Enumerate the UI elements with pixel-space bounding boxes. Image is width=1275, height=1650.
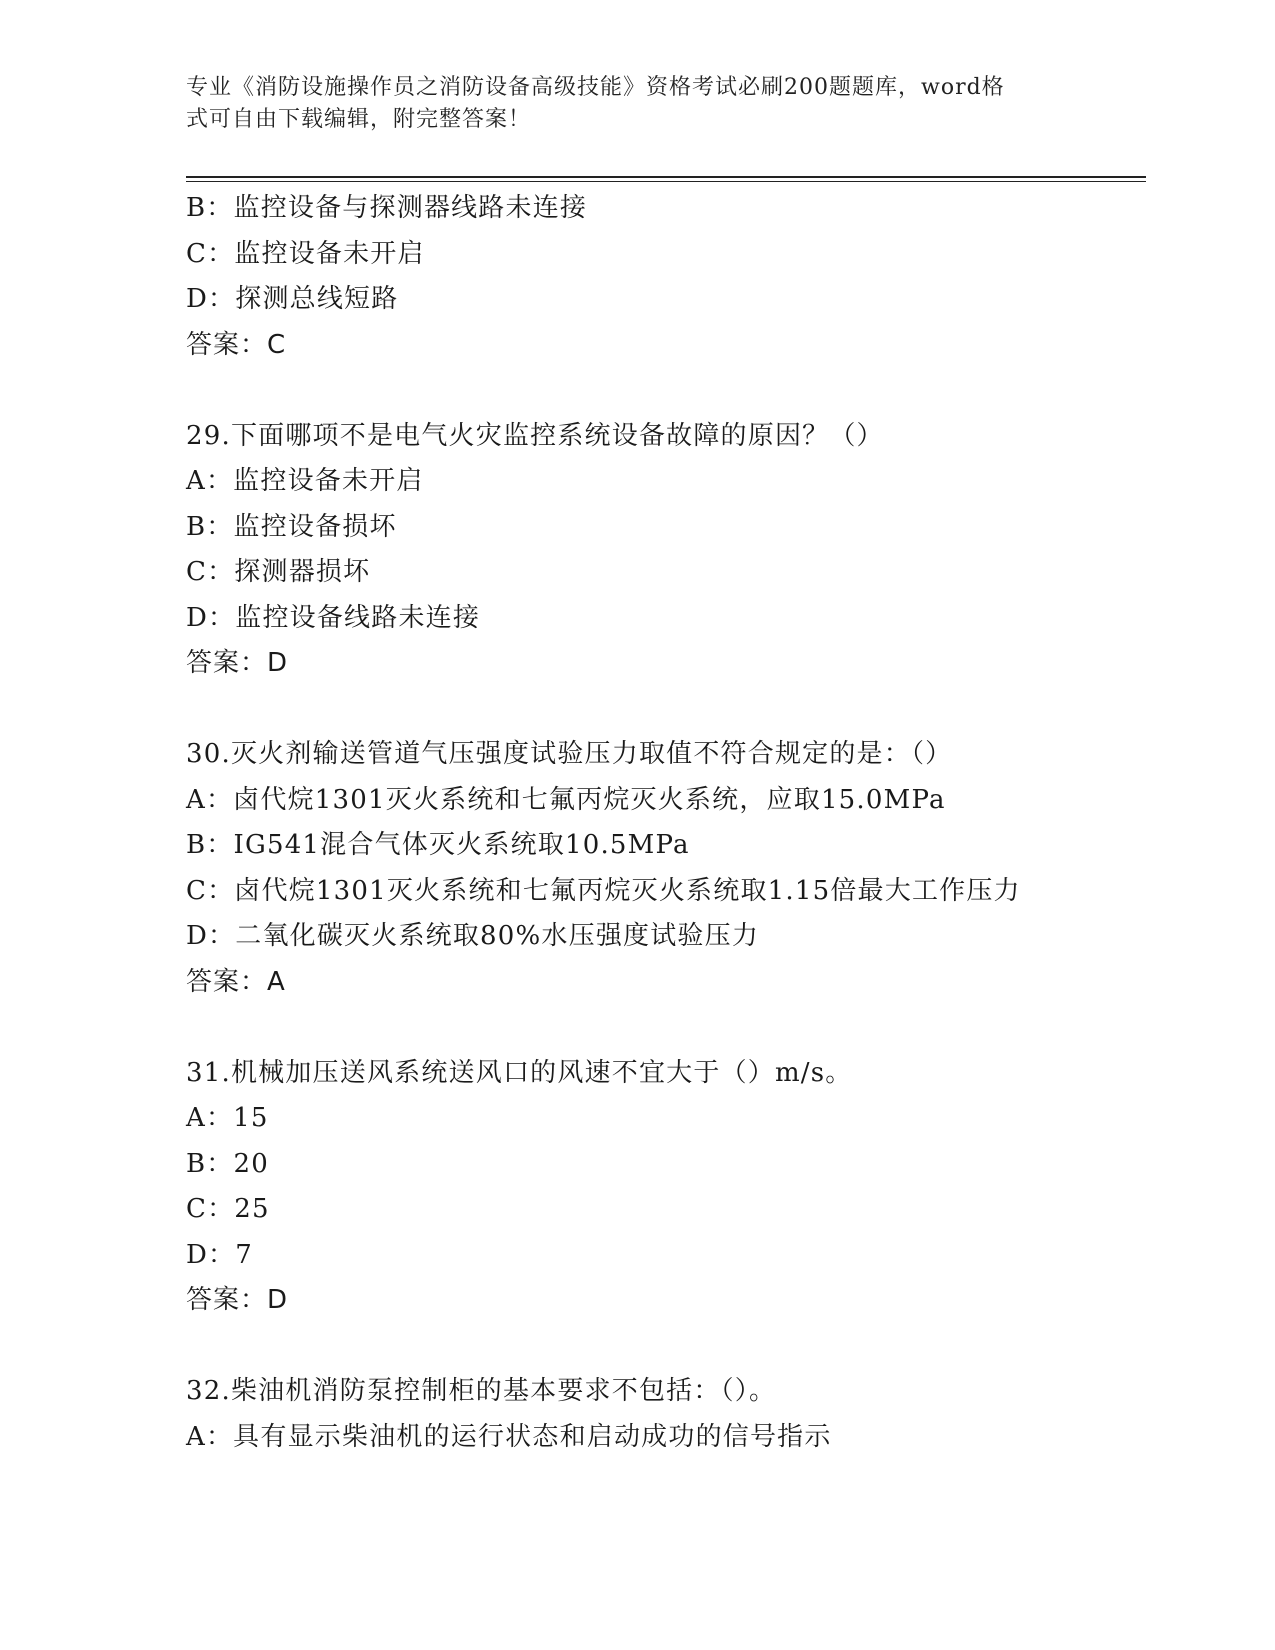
option-d: D：监控设备线路未连接 <box>186 602 481 633</box>
document-header <box>186 72 1066 136</box>
header-divider-thin <box>186 181 1146 182</box>
option-b: B：监控设备损坏 <box>186 511 397 542</box>
header-line-2: 式可自由下载编辑，附完整答案！ <box>186 107 532 132</box>
question-stem: 32.柴油机消防泵控制柜的基本要求不包括：（）。 <box>186 1376 777 1406</box>
option-b: B：20 <box>186 1148 269 1179</box>
question-block-29 <box>186 414 1146 687</box>
spacer <box>186 1005 1146 1051</box>
question-list <box>186 186 1146 1460</box>
header-divider-thick <box>186 176 1146 178</box>
option-c: C：25 <box>186 1194 270 1224</box>
option-a: A：监控设备未开启 <box>186 466 424 496</box>
spacer <box>186 1324 1146 1370</box>
option-a: A：15 <box>186 1103 269 1133</box>
question-stem: 31.机械加压送风系统送风口的风速不宜大于（）m/s。 <box>186 1057 853 1088</box>
answer-line: 答案：D <box>186 648 289 678</box>
question-stem: 29.下面哪项不是电气火灾监控系统设备故障的原因？（） <box>186 420 884 451</box>
question-block-31 <box>186 1051 1146 1324</box>
option-b: B：监控设备与探测器线路未连接 <box>186 193 588 223</box>
question-block-30 <box>186 732 1146 1005</box>
header-line-1: 专业《消防设施操作员之消防设备高级技能》资格考试必刷200题题库，word格 <box>186 75 1005 100</box>
spacer <box>186 687 1146 733</box>
option-c: C：探测器损坏 <box>186 557 371 587</box>
option-d: D：探测总线短路 <box>186 284 399 314</box>
option-b: B：IG541混合气体灭火系统取10.5MPa <box>186 830 690 860</box>
question-block-continued <box>186 186 1146 368</box>
option-d: D：7 <box>186 1239 253 1270</box>
option-c: C：监控设备未开启 <box>186 238 425 269</box>
question-stem: 30.灭火剂输送管道气压强度试验压力取值不符合规定的是：（） <box>186 739 953 769</box>
option-d: D：二氧化碳灭火系统取80%水压强度试验压力 <box>186 921 760 951</box>
option-a: A：具有显示柴油机的运行状态和启动成功的信号指示 <box>186 1421 832 1452</box>
option-a: A：卤代烷1301灭火系统和七氟丙烷灭火系统，应取15.0MPa <box>186 784 946 815</box>
answer-line: 答案：C <box>186 329 287 360</box>
spacer <box>186 368 1146 414</box>
answer-line: 答案：A <box>186 966 286 997</box>
answer-line: 答案：D <box>186 1285 289 1315</box>
question-block-32 <box>186 1369 1146 1460</box>
option-c: C：卤代烷1301灭火系统和七氟丙烷灭火系统取1.15倍最大工作压力 <box>186 875 1021 906</box>
